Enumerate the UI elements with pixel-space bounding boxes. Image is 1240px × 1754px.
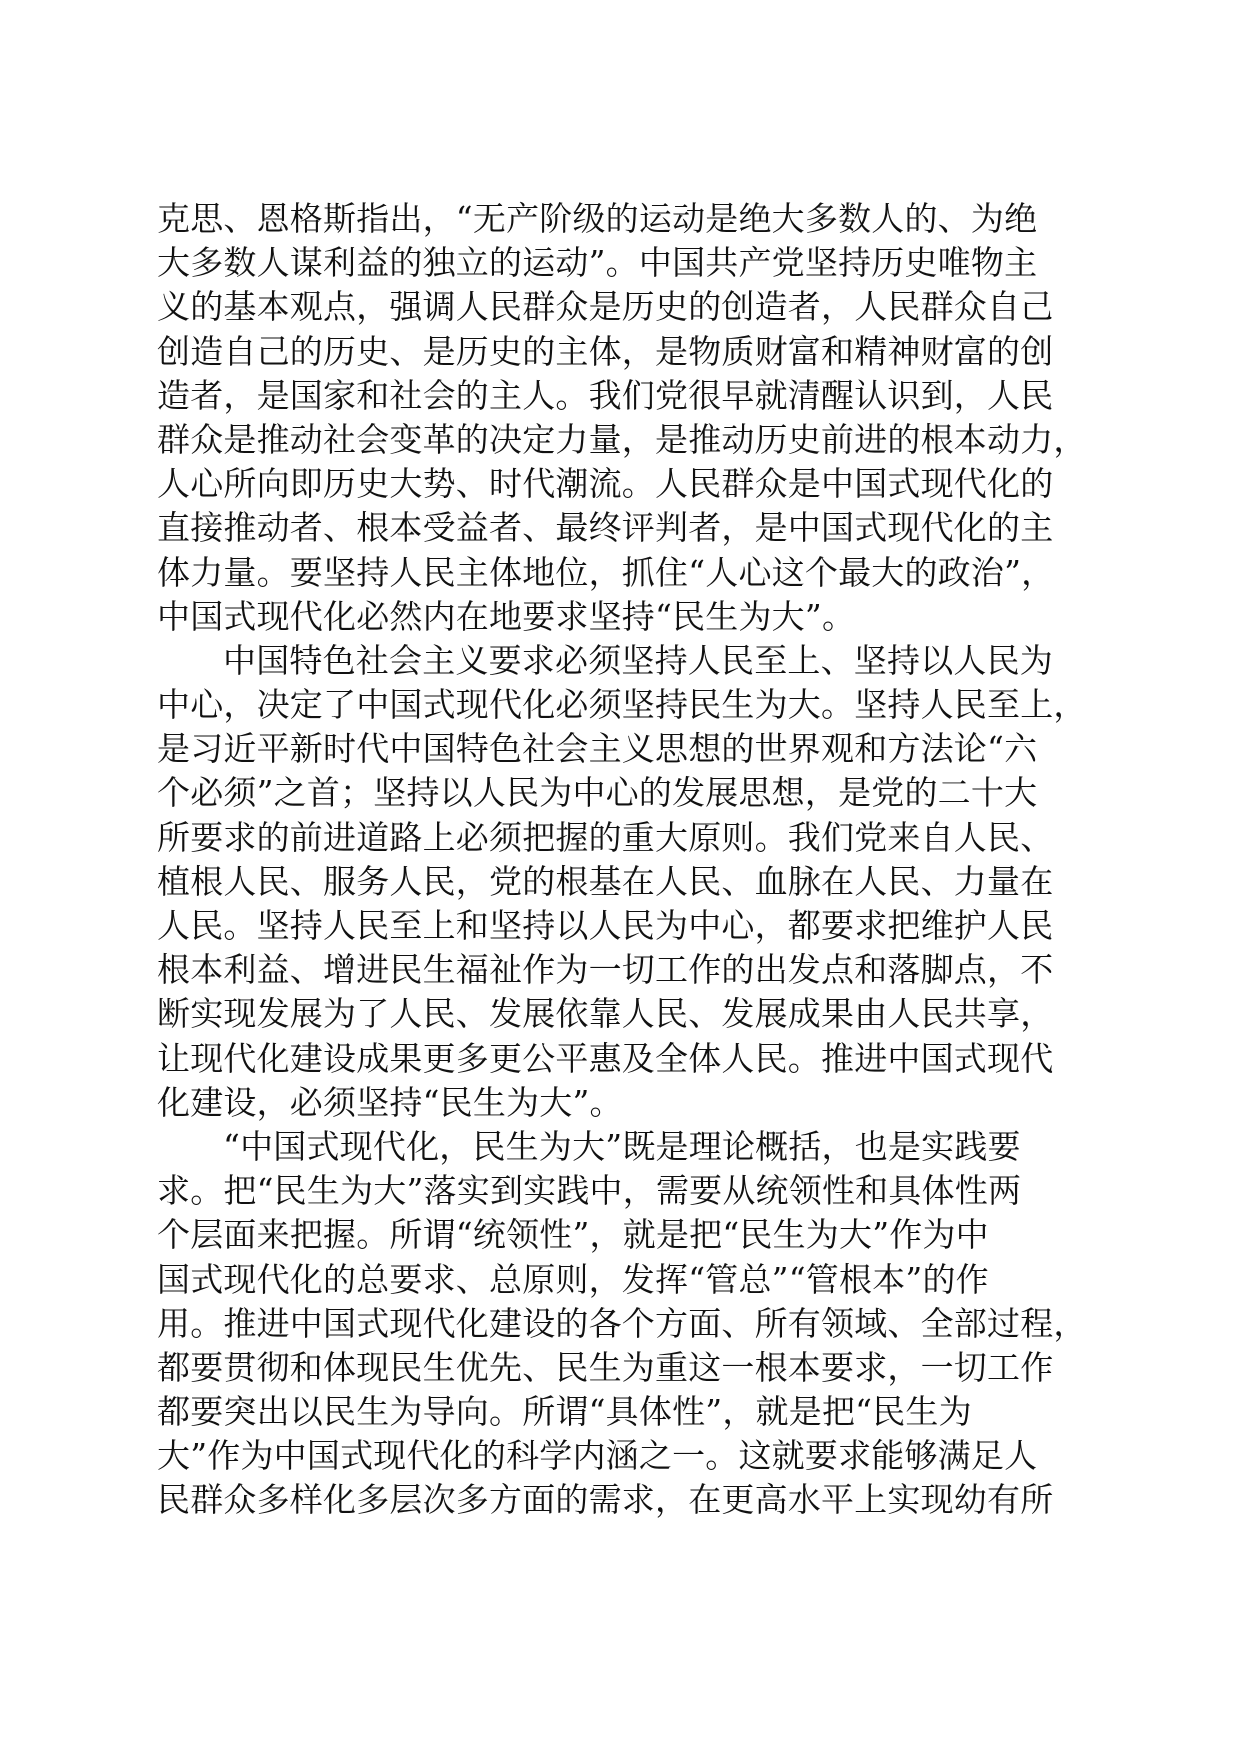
text-line: 义的基本观点，强调人民群众是历史的创造者，人民群众自己 — [157, 287, 1054, 327]
text-line: 创造自己的历史、是历史的主体，是物质财富和精神财富的创 — [157, 331, 1054, 371]
text-line: 所要求的前进道路上必须把握的重大原则。我们党来自人民、 — [157, 817, 1054, 857]
paragraph-first-line: 中国特色社会主义要求必须坚持人民至上、坚持以人民为 — [223, 640, 1053, 680]
text-line: 是习近平新时代中国特色社会主义思想的世界观和方法论“六 — [157, 729, 1038, 769]
text-line: 人民。坚持人民至上和坚持以人民为中心，都要求把维护人民 — [157, 906, 1054, 945]
text-line: 克思、恩格斯指出，“无产阶级的运动是绝大多数人的、为绝 — [157, 199, 1038, 238]
text-line: 直接推动者、根本受益者、最终评判者，是中国式现代化的主 — [157, 508, 1054, 548]
text-line: 个层面来把握。所谓“统领性”，就是把“民生为大”作为中 — [157, 1215, 989, 1255]
text-line: 大多数人谋利益的独立的运动”。中国共产党坚持历史唯物主 — [157, 243, 1038, 283]
text-line: 民群众多样化多层次多方面的需求，在更高水平上实现幼有所 — [157, 1480, 1054, 1520]
text-line: 根本利益、增进民生福祉作为一切工作的出发点和落脚点，不 — [157, 950, 1054, 990]
paragraph-first-line: “中国式现代化，民生为大”既是理论概括，也是实践要 — [223, 1126, 1021, 1166]
text-line: 个必须”之首；坚持以人民为中心的发展思想，是党的二十大 — [157, 773, 1038, 813]
text-line: 植根人民、服务人民，党的根基在人民、血脉在人民、力量在 — [157, 861, 1054, 901]
text-line: 国式现代化的总要求、总原则，发挥“管总”“管根本”的作 — [157, 1259, 989, 1299]
text-line: 大”作为中国式现代化的科学内涵之一。这就要求能够满足人 — [157, 1436, 1038, 1476]
text-line: 化建设，必须坚持“民生为大”。 — [157, 1082, 623, 1122]
text-line: 中心，决定了中国式现代化必须坚持民生为大。坚持人民至上， — [157, 685, 1087, 725]
text-line: 让现代化建设成果更多更公平惠及全体人民。推进中国式现代 — [157, 1038, 1054, 1078]
text-line: 都要突出以民生为导向。所谓“具体性”，就是把“民生为 — [157, 1392, 972, 1432]
text-line: 断实现发展为了人民、发展依靠人民、发展成果由人民共享， — [157, 994, 1054, 1034]
text-line: 群众是推动社会变革的决定力量，是推动历史前进的根本动力， — [157, 419, 1087, 459]
text-line: 体力量。要坚持人民主体地位，抓住“人心这个最大的政治”， — [157, 552, 1055, 592]
text-line: 造者，是国家和社会的主人。我们党很早就清醒认识到，人民 — [157, 375, 1054, 415]
document-body — [157, 197, 1087, 1523]
text-line: 都要贯彻和体现民生优先、民生为重这一根本要求，一切工作 — [157, 1347, 1054, 1387]
text-line: 用。推进中国式现代化建设的各个方面、所有领域、全部过程， — [157, 1303, 1087, 1343]
text-line: 求。把“民生为大”落实到实践中，需要从统领性和具体性两 — [157, 1171, 1022, 1211]
text-line: 中国式现代化必然内在地要求坚持“民生为大”。 — [157, 596, 856, 636]
text-line: 人心所向即历史大势、时代潮流。人民群众是中国式现代化的 — [157, 464, 1054, 504]
